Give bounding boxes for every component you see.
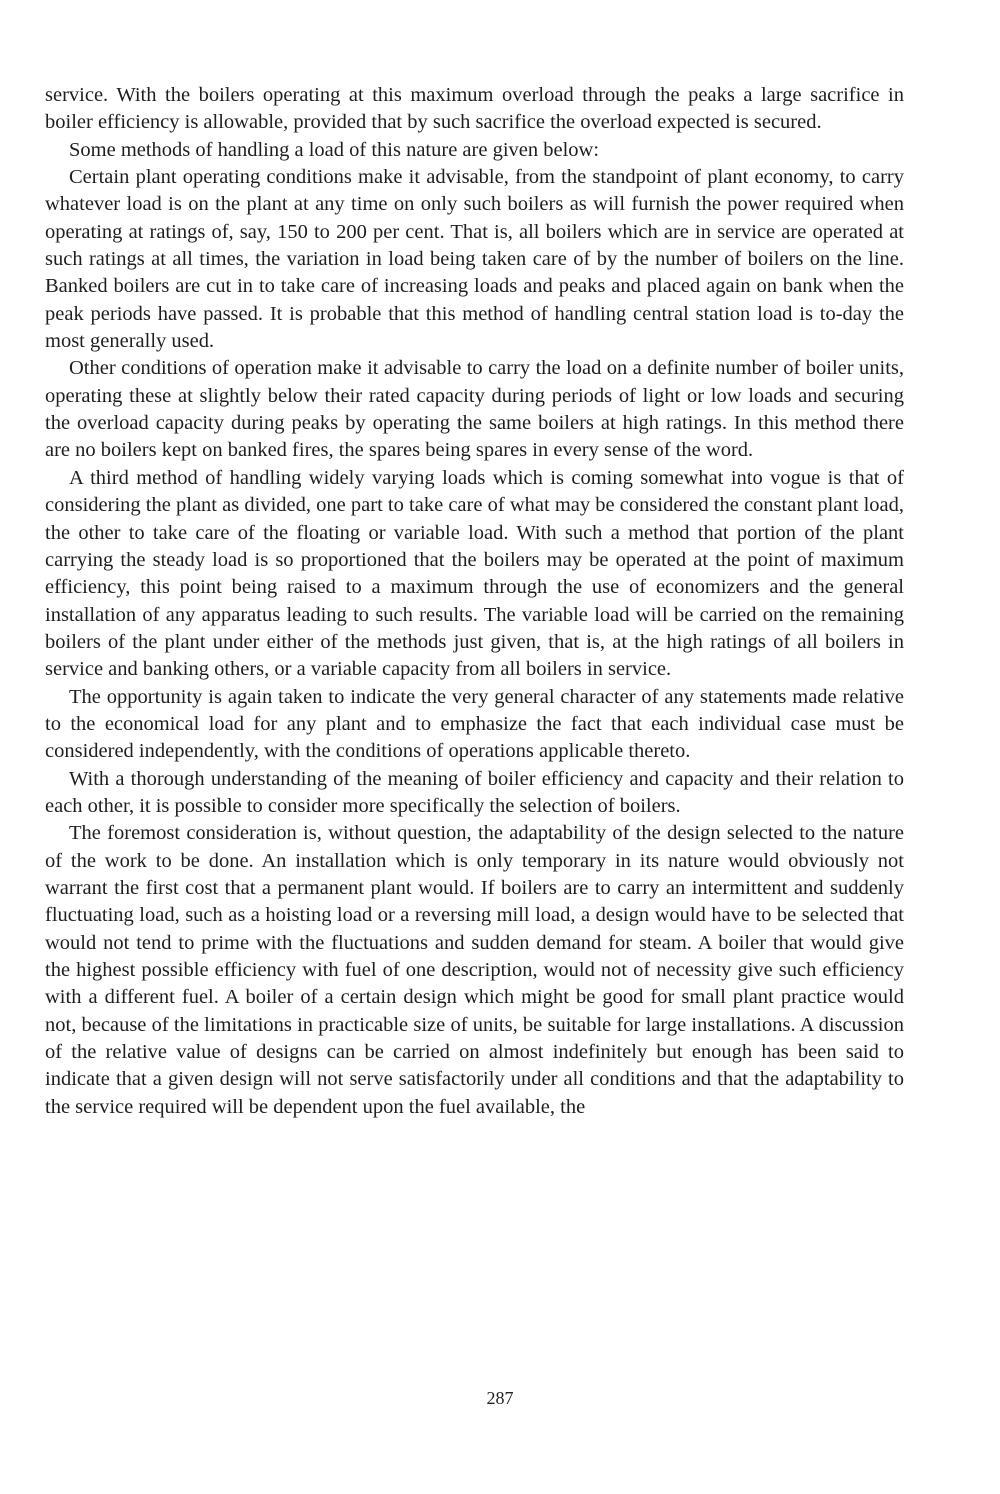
paragraph: The foremost consideration is, without question, the adaptability of the design selected to the nature of the work to be done. An installation which is only temporary in its nature would obviously not warrant the first cost that a permanent plant would. If boilers are to carry an intermittent and suddenly fluctuating load, such as a hoisting load or a reversing mill load, a design would have to be selected that would not tend to prime with the fluctuations and sudden demand for steam. A boiler that would give the highest possible efficiency with fuel of one description, would not of necessity give such efficiency with a different fuel. A boiler of a certain design which might be good for small plant practice would not, because of the limitations in practicable size of units, be suitable for large installations. A discussion of the relative value of designs can be carried on almost indefinitely but enough has been said to indicate that a given design will not serve satisfactorily under all conditions and that the adaptability to the service required will be dependent upon the fuel available, the: [45, 822, 904, 1118]
paragraph: With a thorough understanding of the meaning of boiler efficiency and capacity and their relation to each other, it is possible to consider more specifically the selection of boilers.: [45, 767, 904, 817]
paragraph: A third method of handling widely varying loads which is coming somewhat into vogue is that of considering the plant as divided, one part to take care of what may be considered the constant plant load, the other to take care of the floating or variable load. With such a method that portion of the plant carrying the steady load is so proportioned that the boilers may be operated at the point of maximum efficiency, this point being raised to a maximum through the use of economizers and the general installation of any apparatus leading to such results. The variable load will be carried on the remaining boilers of the plant under either of the methods just given, that is, at the high ratings of all boilers in service and banking others, or a variable capacity from all boilers in service.: [45, 466, 904, 681]
paragraph: Some methods of handling a load of this nature are given below:: [69, 138, 600, 161]
paragraph-continuation: service. With the boilers operating at this maximum overload through the peaks a large sacrifice in boiler efficiency is allowable, provided that by such sacrifice the overload expected is secured.: [45, 84, 904, 134]
paragraph: Certain plant operating conditions make it advisable, from the standpoint of plant economy, to carry whatever load is on the plant at any time on only such boilers as will furnish the power required when operating at ratings of, say, 150 to 200 per cent. That is, all boilers which are in service are operated at such ratings at all times, the variation in load being taken care of by the number of boilers on the line. Banked boilers are cut in to take care of increasing loads and peaks and placed again on bank when the peak periods have passed. It is probable that this method of handling central station load is to-day the most generally used.: [45, 166, 904, 353]
page-body: [45, 82, 904, 1121]
paragraph: Other conditions of operation make it advisable to carry the load on a definite number of boiler units, operating these at slightly below their rated capacity during periods of light or low loads and securing the overload capacity during peaks by operating the same boilers at high ratings. In this method there are no boilers kept on banked fires, the spares being spares in every sense of the word.: [45, 357, 904, 462]
page-number: 287: [486, 1388, 514, 1408]
paragraph: The opportunity is again taken to indicate the very general character of any statements made relative to the economical load for any plant and to emphasize the fact that each individual case must be considered independently, with the conditions of operations applicable thereto.: [45, 685, 904, 763]
